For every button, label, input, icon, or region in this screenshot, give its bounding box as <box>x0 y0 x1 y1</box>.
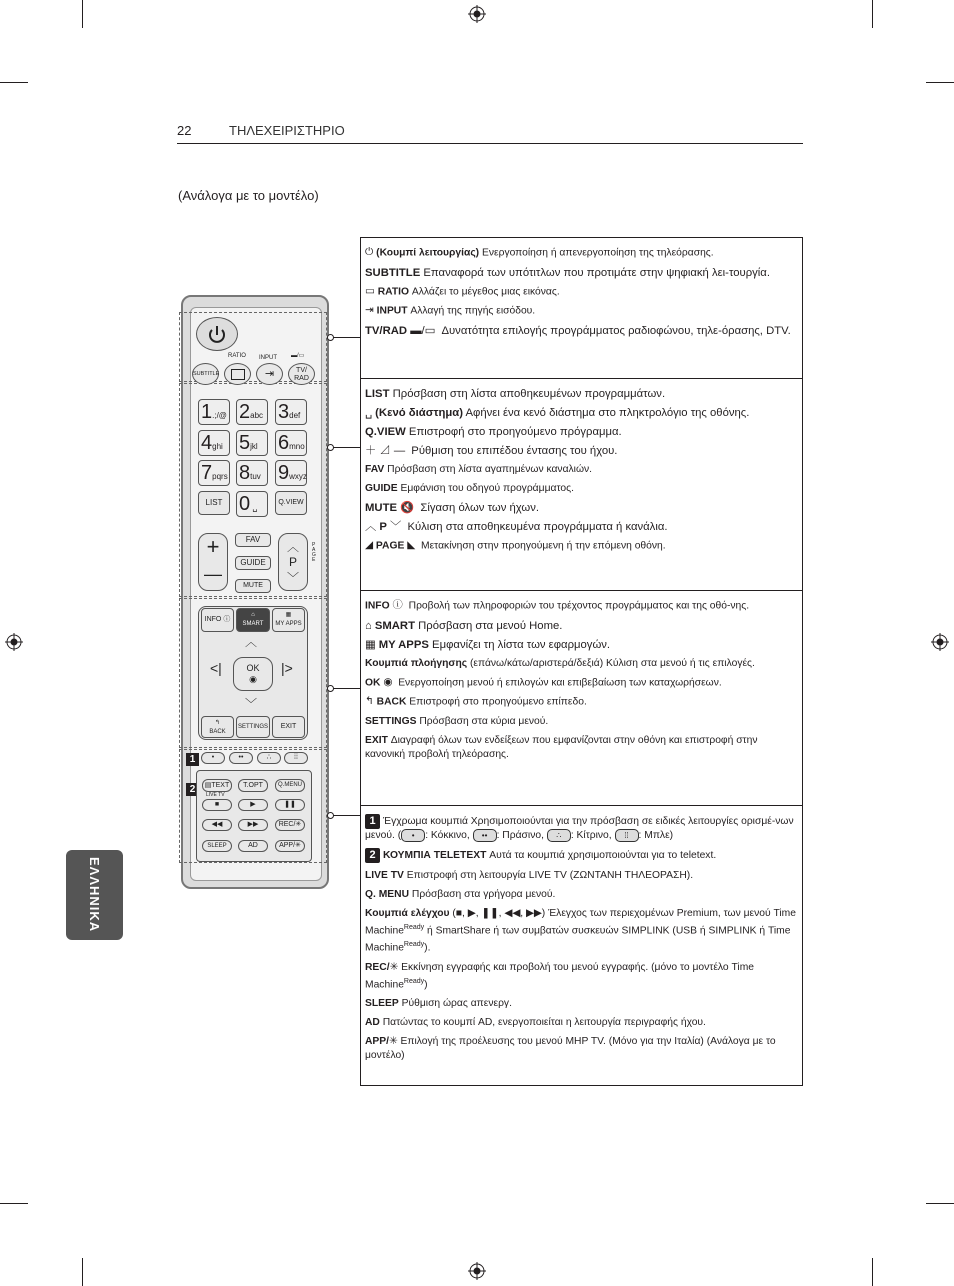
row-label: OK <box>365 677 381 689</box>
text-button[interactable] <box>202 779 232 792</box>
row-label: PAGE <box>375 540 405 552</box>
power-button[interactable] <box>196 317 238 351</box>
model-note: (Ανάλογα με το μοντέλο) <box>178 188 319 203</box>
crop-mark <box>0 82 28 83</box>
number-2-button[interactable] <box>236 399 268 425</box>
ok-icon: ◉ <box>383 676 393 688</box>
input-button[interactable] <box>256 363 283 385</box>
number-3-label: 3 <box>278 401 290 423</box>
row-label: INFO <box>365 600 390 612</box>
blue-button-icon: ⁞⁞ <box>615 829 639 842</box>
description-row <box>365 425 798 439</box>
ready-superscript: Ready <box>403 923 425 931</box>
number-3-letters: def <box>289 411 301 420</box>
registration-mark-icon <box>931 633 949 651</box>
crop-mark <box>926 1203 954 1204</box>
description-row <box>365 285 798 300</box>
leader-dot <box>327 334 334 341</box>
description-row <box>365 1016 798 1030</box>
number-1-label: 1 <box>201 401 213 423</box>
number-3-button[interactable] <box>275 399 307 425</box>
row-label: SUBTITLE <box>365 266 421 279</box>
blue-button[interactable]: ⁞⁞ <box>284 752 308 764</box>
number-8-label: 8 <box>239 462 251 484</box>
page-label: PAGE <box>312 542 316 563</box>
rec-label: REC/ <box>278 821 296 828</box>
row-label: AD <box>365 1016 380 1028</box>
row-label: ΚΟΥΜΠΙΑ TELETEXT <box>383 850 487 862</box>
tv-rad-button[interactable]: TV/ RAD <box>288 363 315 385</box>
q-menu-button[interactable]: Q.MENU <box>275 779 305 792</box>
number-8-button[interactable] <box>236 460 268 486</box>
row-text: Επιστροφή στο προηγούμενο επίπεδο. <box>406 697 587 709</box>
row-text: Ρύθμιση ώρας απενεργ. <box>398 997 512 1009</box>
number-0-button[interactable] <box>236 491 268 517</box>
description-row <box>365 324 798 338</box>
number-6-button[interactable] <box>275 430 307 456</box>
my-apps-label: MY APPS <box>275 621 302 627</box>
row-text: ). <box>424 942 431 954</box>
row-text: Πρόσβαση στη λίστα αποθηκευμένων προγραμμάτων. <box>389 388 666 400</box>
number-6-label: 6 <box>278 432 290 454</box>
app-button[interactable] <box>275 840 305 852</box>
group-tag-2: 2 <box>365 848 380 863</box>
description-row <box>365 246 798 261</box>
app-icon: ✳ <box>295 842 301 849</box>
color-blue-label: : Μπλε) <box>638 830 674 842</box>
color-yellow-label: : Κίτρινο, <box>570 830 612 842</box>
space-icon: ␣ <box>365 407 373 420</box>
transport-icons: (■, ▶, ❚❚, ◀◀, ▶▶) <box>449 907 546 919</box>
nav-right-icon[interactable]: |> <box>281 660 293 676</box>
registration-mark-icon <box>468 1262 486 1280</box>
ready-superscript: Ready <box>403 941 425 949</box>
language-tab-label: ΕΛΛΗΝΙΚΑ <box>87 857 102 933</box>
description-row <box>365 907 798 956</box>
space-icon: ␣ <box>250 503 258 512</box>
row-label: Κουμπιά πλοήγησης <box>365 657 468 669</box>
number-5-button[interactable] <box>236 430 268 456</box>
row-text: Διαγραφή όλων των ενδείξεων που εμφανίζονται στην οθόνη και επιστροφή στην κανονική προβολή τηλεόρασης. <box>365 735 758 761</box>
row-label: FAV <box>365 464 385 476</box>
t-opt-button[interactable]: T.OPT <box>238 779 268 792</box>
yellow-button-icon: ∴ <box>547 829 571 842</box>
number-7-button[interactable] <box>198 460 230 486</box>
row-text: (επάνω/κάτω/αριστερά/δεξιά) Κύλιση στα μενού ή τις επιλογές. <box>467 657 755 669</box>
row-label: INPUT <box>376 306 408 318</box>
row-label: RATIO <box>377 286 410 298</box>
remote-buttons <box>181 295 329 889</box>
number-1-button[interactable] <box>198 399 230 425</box>
number-7-label: 7 <box>201 462 213 484</box>
description-row <box>365 848 798 863</box>
row-text: Έγχρωμα κουμπιά Χρησιμοποιούνται για την πρόσβαση σε ειδικές λειτουργίες ορισμέ-νων μενού. ( <box>365 816 794 842</box>
row-text: Εμφάνιση του οδηγού προγράμματος. <box>397 483 574 495</box>
row-text: Πρόσβαση στα μενού Home. <box>415 619 563 632</box>
number-6-letters: mno <box>289 442 305 451</box>
description-row <box>365 997 798 1011</box>
language-tab <box>66 850 123 940</box>
input-icon: ⇥ <box>365 305 374 317</box>
registration-mark-icon <box>468 5 486 23</box>
power-icon: ⏻ <box>365 247 374 258</box>
chevron-down-icon: ﹀ <box>390 521 402 534</box>
row-label: GUIDE <box>365 483 398 495</box>
row-label: EXIT <box>365 735 388 747</box>
description-row <box>365 304 798 319</box>
row-text: Κύλιση στα αποθηκευμένα προγράμματα ή κανάλια. <box>404 521 668 534</box>
smart-button[interactable] <box>236 608 270 632</box>
row-label: SLEEP <box>365 997 399 1009</box>
crop-mark <box>872 0 873 28</box>
row-text: Πρόσβαση στα κύρια μενού. <box>416 716 549 728</box>
red-button[interactable]: • <box>201 752 225 764</box>
ratio-icon: ▭ <box>365 285 375 297</box>
row-label: (Κουμπί λειτουργίας) <box>376 247 480 259</box>
row-text: Εμφανίζει τη λίστα των εφαρμογών. <box>428 638 611 651</box>
description-row <box>365 814 798 843</box>
page-title: ΤΗΛΕΧΕΙΡΙΣΤΗΡΙΟ <box>229 123 345 138</box>
number-9-button[interactable] <box>275 460 307 486</box>
description-row <box>365 266 798 280</box>
description-row <box>365 869 798 883</box>
rec-button[interactable] <box>275 819 305 831</box>
description-row <box>365 676 798 691</box>
green-button[interactable]: •• <box>229 752 253 764</box>
description-row <box>365 657 798 671</box>
row-text: Σίγαση όλων των ήχων. <box>417 502 540 515</box>
row-text: ) <box>424 978 428 990</box>
description-row <box>365 482 798 496</box>
row-text: Έλεγχος των περιεχομένων Premium, των μενού Time Machine <box>365 907 796 937</box>
nav-down-icon[interactable]: ﹀ <box>245 697 258 711</box>
row-label: MY APPS <box>378 638 429 651</box>
back-label: BACK <box>209 729 226 735</box>
volume-icon: ＋ ⊿ — <box>365 445 406 458</box>
tv-rad-icon: ▬/▭ <box>410 325 436 338</box>
crop-mark <box>0 1203 28 1204</box>
ratio-icon <box>231 369 245 380</box>
apps-grid-icon: ▦ <box>285 612 292 618</box>
row-text: Ενεργοποίηση μενού ή επιλογών και επιβεβαίωση των καταχωρήσεων. <box>395 677 722 689</box>
text-icon: ▤ <box>204 782 212 789</box>
color-red-label: : Κόκκινο, <box>425 830 470 842</box>
leader-dot <box>327 812 334 819</box>
row-text: Προβολή των πληροφοριών του τρέχοντος προγράμματος και της οθό-νης. <box>405 600 750 612</box>
input-label: INPUT <box>259 355 277 361</box>
number-9-label: 9 <box>278 462 290 484</box>
ok-label: OK <box>246 663 260 673</box>
page-down-icon: ◣ <box>407 540 416 552</box>
program-rocker[interactable]: ︿ P ﹀ <box>278 533 308 591</box>
row-text: Επιλογή της προέλευσης του μενού MHP TV. (Μόνο για την Ιταλία) (Ανάλογα με το μοντέλο) <box>365 1035 776 1061</box>
description-row <box>365 961 798 992</box>
description-row <box>365 734 798 762</box>
row-label: APP/ <box>365 1035 390 1047</box>
back-button[interactable] <box>201 716 234 738</box>
description-row <box>365 695 798 710</box>
sleep-button[interactable]: SLEEP <box>202 840 232 852</box>
volume-rocker[interactable]: + — <box>198 533 228 591</box>
number-5-letters: jkl <box>250 442 258 451</box>
settings-button[interactable]: SETTINGS <box>236 716 270 738</box>
description-row <box>365 444 798 458</box>
row-text: Πρόσβαση στη λίστα αγαπημένων καναλιών. <box>384 464 593 476</box>
row-text: Ρύθμιση του επιπέδου έντασης του ήχου. <box>408 445 618 458</box>
nav-up-icon[interactable]: ︿ <box>245 635 258 649</box>
play-icon: ▶ <box>250 801 256 808</box>
rec-icon: ✳ <box>295 821 302 828</box>
page-up-icon: ◢ <box>365 540 373 552</box>
header-divider <box>177 143 803 144</box>
row-label: LIVE TV <box>365 869 404 881</box>
number-2-letters: abc <box>250 411 264 420</box>
app-label: APP/ <box>279 842 296 849</box>
group-tag-1: 1 <box>186 753 199 766</box>
number-0-label: 0 <box>239 493 251 515</box>
button-description-table <box>360 237 803 1086</box>
pause-button[interactable] <box>275 799 305 811</box>
mute-button[interactable]: MUTE <box>235 579 271 593</box>
description-section <box>361 238 802 379</box>
row-label: (Κενό διάστημα) <box>375 407 463 419</box>
info-button[interactable] <box>201 608 234 632</box>
description-row <box>365 619 798 633</box>
row-label: REC/ <box>365 961 390 973</box>
home-icon: ⌂ <box>251 612 255 618</box>
group-tag-1: 1 <box>365 814 380 829</box>
number-2-label: 2 <box>239 401 251 423</box>
mute-icon: 🔇 <box>400 502 415 515</box>
row-text: Πατώντας το κουμπί AD, ενεργοποιείται η λειτουργία περιγραφής ήχου. <box>379 1016 706 1028</box>
pause-icon: ❚❚ <box>284 801 296 808</box>
description-row <box>365 638 798 652</box>
number-4-label: 4 <box>201 432 213 454</box>
description-section <box>361 806 802 1085</box>
row-label: MUTE <box>365 502 398 515</box>
row-text: Μετακίνηση στην προηγούμενη ή την επόμενη οθόνη. <box>418 540 666 552</box>
rewind-icon: ◀◀ <box>211 821 223 828</box>
description-section <box>361 591 802 806</box>
fast-forward-button[interactable] <box>238 819 268 831</box>
subtitle-button[interactable]: SUBTITLE <box>192 363 219 385</box>
fast-forward-icon: ▶▶ <box>247 821 259 828</box>
row-text: Αλλαγή της πηγής εισόδου. <box>407 306 536 318</box>
group-tag-2: 2 <box>186 783 199 796</box>
rewind-button[interactable] <box>202 819 232 831</box>
page-number: 22 <box>177 123 192 138</box>
row-text: Δυνατότητα επιλογής προγράμματος ραδιοφώνου, τηλε-όρασης, DTV. <box>438 325 791 338</box>
fav-button[interactable]: FAV <box>235 533 271 547</box>
program-label: P <box>288 555 297 569</box>
ratio-label: RATIO <box>228 353 246 359</box>
live-tv-label: LIVE TV <box>206 792 225 798</box>
row-text: Αλλάζει το μέγεθος μιας εικόνας. <box>409 286 560 298</box>
info-icon: ⓘ <box>392 600 403 611</box>
description-row <box>365 599 798 614</box>
number-4-button[interactable] <box>198 430 230 456</box>
description-section <box>361 379 802 591</box>
app-icon: ✳ <box>389 1035 398 1047</box>
number-1-letters: .;/@ <box>212 411 227 420</box>
leader-dot <box>327 685 334 692</box>
qview-button[interactable]: Q.VIEW <box>275 491 307 515</box>
row-text: Επαναφορά των υπότιτλων που προτιμάτε στην ψηφιακή λει-τουργία. <box>420 266 770 279</box>
apps-grid-icon: ▦ <box>365 638 376 651</box>
number-4-letters: ghi <box>212 442 223 451</box>
number-9-letters: wxyz <box>289 472 307 481</box>
row-label: SMART <box>374 619 415 632</box>
power-icon <box>206 324 228 346</box>
stop-icon: ■ <box>214 801 220 808</box>
row-text: Εκκίνηση εγγραφής και προβολή του μενού εγγραφής. (μόνο το μοντέλο Time Machine <box>365 961 754 990</box>
row-label: SETTINGS <box>365 716 417 728</box>
row-text: Αφήνει ένα κενό διάστημα στο πληκτρολόγιο της οθόνης. <box>463 407 750 419</box>
ad-button[interactable]: AD <box>238 840 268 852</box>
ok-button[interactable] <box>233 657 273 691</box>
description-row <box>365 888 798 902</box>
ratio-button[interactable] <box>224 363 251 385</box>
text-label: TEXT <box>211 782 230 789</box>
red-button-icon: • <box>401 829 425 842</box>
row-label: P <box>379 521 387 534</box>
crop-mark <box>926 82 954 83</box>
back-icon: ↰ <box>214 720 221 726</box>
nav-left-icon[interactable]: <| <box>210 660 222 676</box>
description-row <box>365 501 798 515</box>
info-label: INFO <box>204 616 222 623</box>
smart-label: SMART <box>242 621 264 627</box>
row-text: Επιστροφή στο προηγούμενο πρόγραμμα. <box>405 426 622 439</box>
tv-rad-icons: ▬/▭ <box>291 353 305 359</box>
stop-button[interactable] <box>202 799 232 811</box>
number-5-label: 5 <box>239 432 251 454</box>
home-icon: ⌂ <box>365 619 372 632</box>
ok-icon: ◉ <box>249 674 257 684</box>
row-text: Πρόσβαση στα γρήγορα μενού. <box>409 888 556 900</box>
description-row <box>365 406 798 420</box>
rec-icon: ✳ <box>389 961 399 973</box>
crop-mark <box>872 1258 873 1286</box>
registration-mark-icon <box>5 633 23 651</box>
row-label: Κουμπιά ελέγχου <box>365 907 450 919</box>
green-button-icon: •• <box>473 829 497 842</box>
description-row <box>365 715 798 729</box>
list-button[interactable]: LIST <box>198 491 230 515</box>
row-text: Ενεργοποίηση ή απενεργοποίηση της τηλεόρασης. <box>479 247 714 259</box>
description-row <box>365 463 798 477</box>
leader-dot <box>327 444 334 451</box>
info-icon: ⓘ <box>223 616 231 623</box>
number-8-letters: tuv <box>250 472 261 481</box>
number-7-letters: pqrs <box>212 472 228 481</box>
row-label: LIST <box>365 388 390 400</box>
row-label: Q. MENU <box>365 888 410 900</box>
yellow-button[interactable]: ∴ <box>257 752 281 764</box>
back-icon: ↰ <box>365 696 374 708</box>
exit-button[interactable]: EXIT <box>272 716 305 738</box>
row-label: TV/RAD <box>365 325 408 338</box>
crop-mark <box>82 1258 83 1286</box>
row-text: Επιστροφή στη λειτουργία LIVE TV (ΖΩΝΤΑΝΗ ΤΗΛΕΟΡΑΣΗ). <box>403 869 694 881</box>
row-text: ή SmartShare ή των συμβατών συσκευών SIMPLINK (USB ή SIMPLINK ή Time Machine <box>365 925 791 954</box>
volume-down-icon: — <box>204 564 222 584</box>
guide-button[interactable]: GUIDE <box>235 556 271 570</box>
play-button[interactable] <box>238 799 268 811</box>
description-row <box>365 1035 798 1063</box>
color-green-label: : Πράσινο, <box>496 830 544 842</box>
chevron-up-icon: ︿ <box>365 521 377 534</box>
description-row <box>365 539 798 554</box>
ready-superscript: Ready <box>403 977 425 985</box>
row-label: Q.VIEW <box>365 426 406 439</box>
my-apps-button[interactable] <box>272 608 305 632</box>
description-row <box>365 520 798 534</box>
description-row <box>365 387 798 401</box>
row-text: Αυτά τα κουμπιά χρησιμοποιούνται για το teletext. <box>486 850 717 862</box>
crop-mark <box>82 0 83 28</box>
input-icon: ⇥ <box>264 368 275 380</box>
row-label: BACK <box>376 697 407 709</box>
